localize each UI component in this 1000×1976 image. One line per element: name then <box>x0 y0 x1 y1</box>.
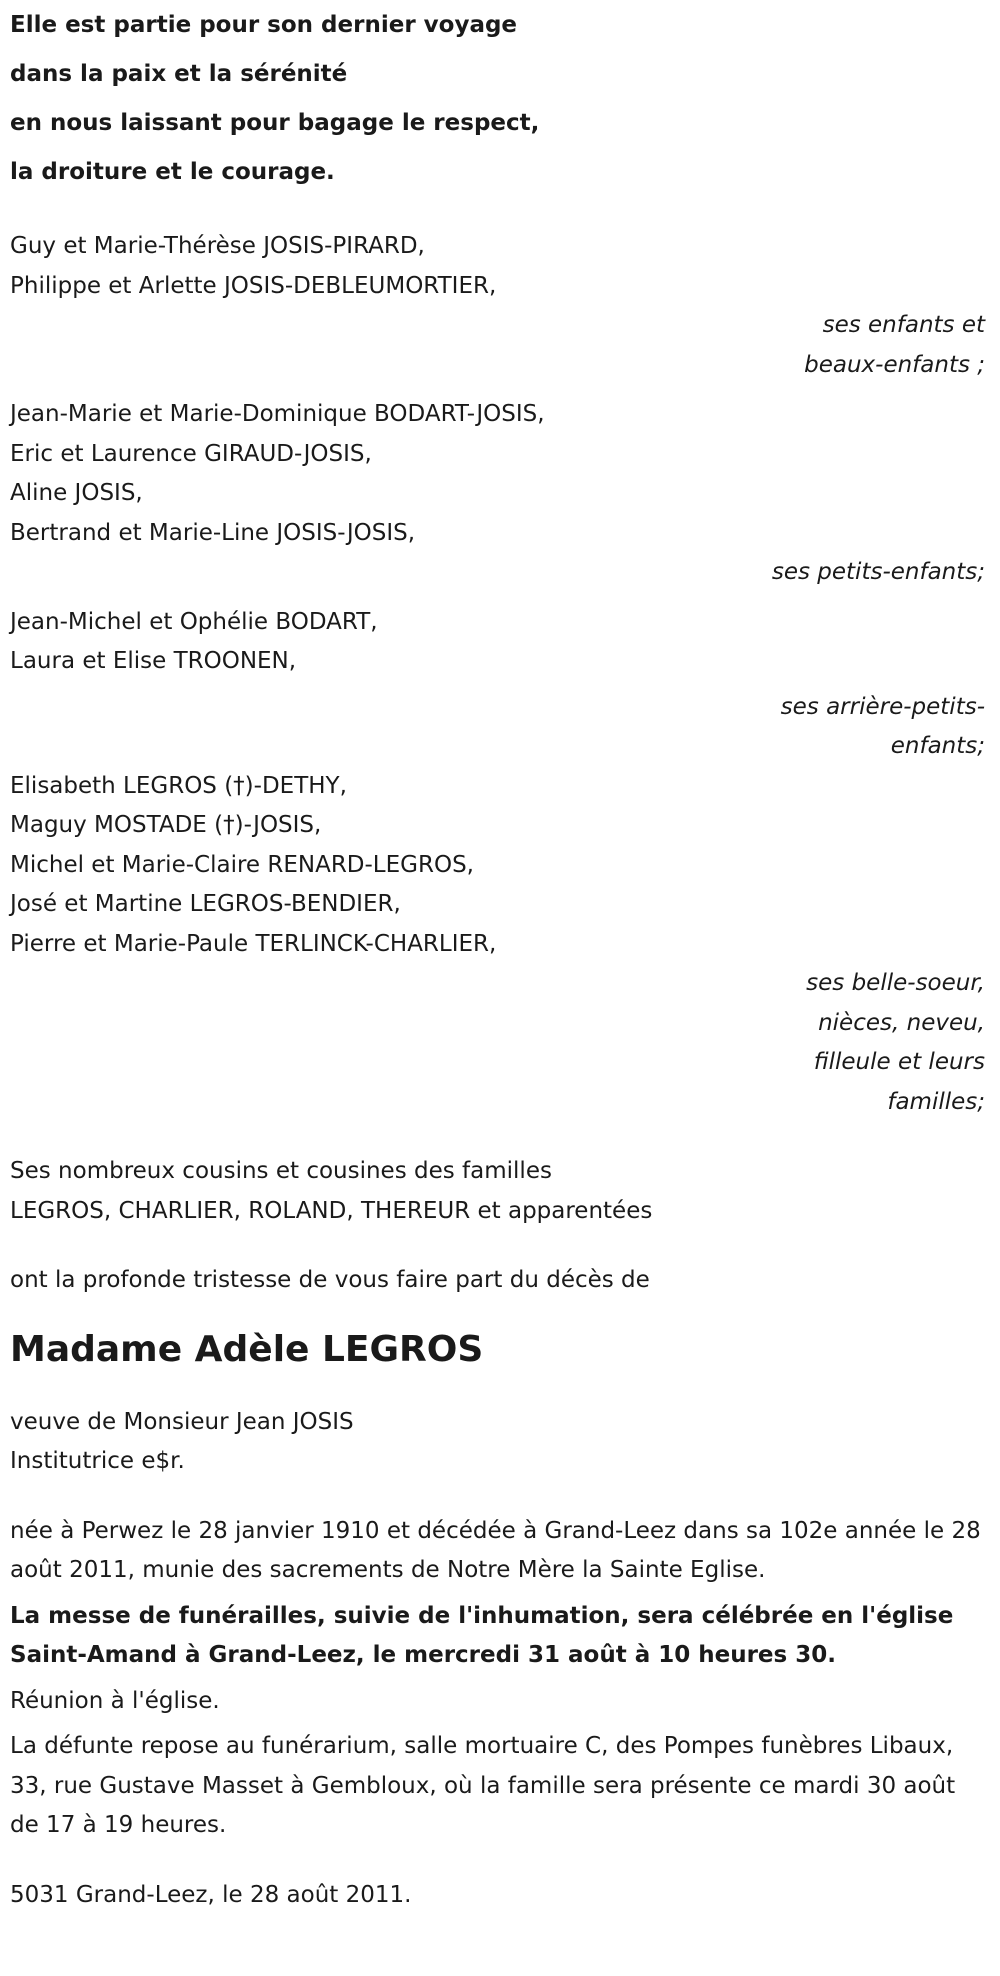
relation-label <box>10 688 985 767</box>
family-name-line: Pierre et Marie-Paule TERLINCK-CHARLIER, <box>10 930 497 957</box>
family-name-line: Guy et Marie-Thérèse JOSIS-PIRARD, <box>10 233 425 259</box>
relation-label-line: ses belle-soeur, <box>806 970 985 996</box>
family-name-line: Elisabeth LEGROS (†)-DETHY, <box>10 772 347 799</box>
relation-label <box>10 306 985 385</box>
poem-line: la droiture et le courage. <box>10 159 335 185</box>
relation-label <box>10 964 985 1122</box>
family-name-line: Maguy MOSTADE (†)-JOSIS, <box>10 812 322 838</box>
grandchildren-section <box>10 395 990 593</box>
place-date: 5031 Grand-Leez, le 28 août 2011. <box>10 1881 412 1908</box>
deceased-name: Madame Adèle LEGROS <box>10 1328 484 1370</box>
family-name-line: Michel et Marie-Claire RENARD-LEGROS, <box>10 851 474 878</box>
widow-of-line: veuve de Monsieur Jean JOSIS <box>10 1408 354 1435</box>
relation-label-line: nièces, neveu, <box>818 1009 985 1036</box>
family-name-line: Bertrand et Marie-Line JOSIS-JOSIS, <box>10 519 416 546</box>
great-grandchildren-section <box>10 603 990 767</box>
relation-label <box>10 553 985 593</box>
children-section <box>10 227 990 385</box>
birth-death-paragraph: née à Perwez le 28 janvier 1910 et décédée à Grand-Leez dans sa 102e année le 28 août 2011, munie des sacrements de Notre Mère la Sainte Eglise. <box>10 1517 981 1583</box>
relation-label-line: filleule et leurs <box>813 1049 985 1075</box>
relation-label-line: familles; <box>887 1088 985 1115</box>
poem-line: en nous laissant pour bagage le respect, <box>10 110 540 136</box>
family-name-line: Laura et Elise TROONEN, <box>10 648 297 674</box>
repose-paragraph: La défunte repose au funérarium, salle mortuaire C, des Pompes funèbres Libaux, 33, rue Gustave Masset à Gembloux, où la famille sera présente ce mardi 30 août de 17 à 19 heures. <box>10 1733 956 1838</box>
family-name-line: José et Martine LEGROS-BENDIER, <box>10 891 401 917</box>
family-name-line: Philippe et Arlette JOSIS-DEBLEUMORTIER, <box>10 272 497 299</box>
relatives-section <box>10 767 990 1123</box>
poem-line: dans la paix et la sérénité <box>10 61 348 87</box>
cousins-line: LEGROS, CHARLIER, ROLAND, THEREUR et apparentées <box>10 1197 653 1224</box>
meeting-paragraph: Réunion à l'église. <box>10 1687 220 1714</box>
announcement-text: ont la profonde tristesse de vous faire part du décès de <box>10 1267 650 1293</box>
cousins-line: Ses nombreux cousins et cousines des familles <box>10 1158 552 1184</box>
relation-label-line: ses petits-enfants; <box>771 559 985 585</box>
profession-line: Institutrice e$r. <box>10 1448 185 1474</box>
funeral-paragraph: La messe de funérailles, suivie de l'inhumation, sera célébrée en l'église Saint-Amand à Grand-Leez, le mercredi 31 août à 10 heures 30. <box>10 1602 954 1668</box>
family-name-line: Eric et Laurence GIRAUD-JOSIS, <box>10 440 372 467</box>
opening-poem <box>10 0 990 197</box>
cousins-section <box>10 1152 990 1231</box>
family-name-line: Jean-Marie et Marie-Dominique BODART-JOSIS, <box>10 401 545 427</box>
relation-label-line: enfants; <box>890 733 985 759</box>
relation-label-line: ses enfants et <box>822 312 985 338</box>
relation-label-line: ses arrière-petits- <box>780 693 985 720</box>
relation-label-line: beaux-enfants ; <box>804 351 985 378</box>
family-name-line: Aline JOSIS, <box>10 480 143 506</box>
family-name-line: Jean-Michel et Ophélie BODART, <box>10 608 378 635</box>
poem-line: Elle est partie pour son dernier voyage <box>10 12 518 38</box>
